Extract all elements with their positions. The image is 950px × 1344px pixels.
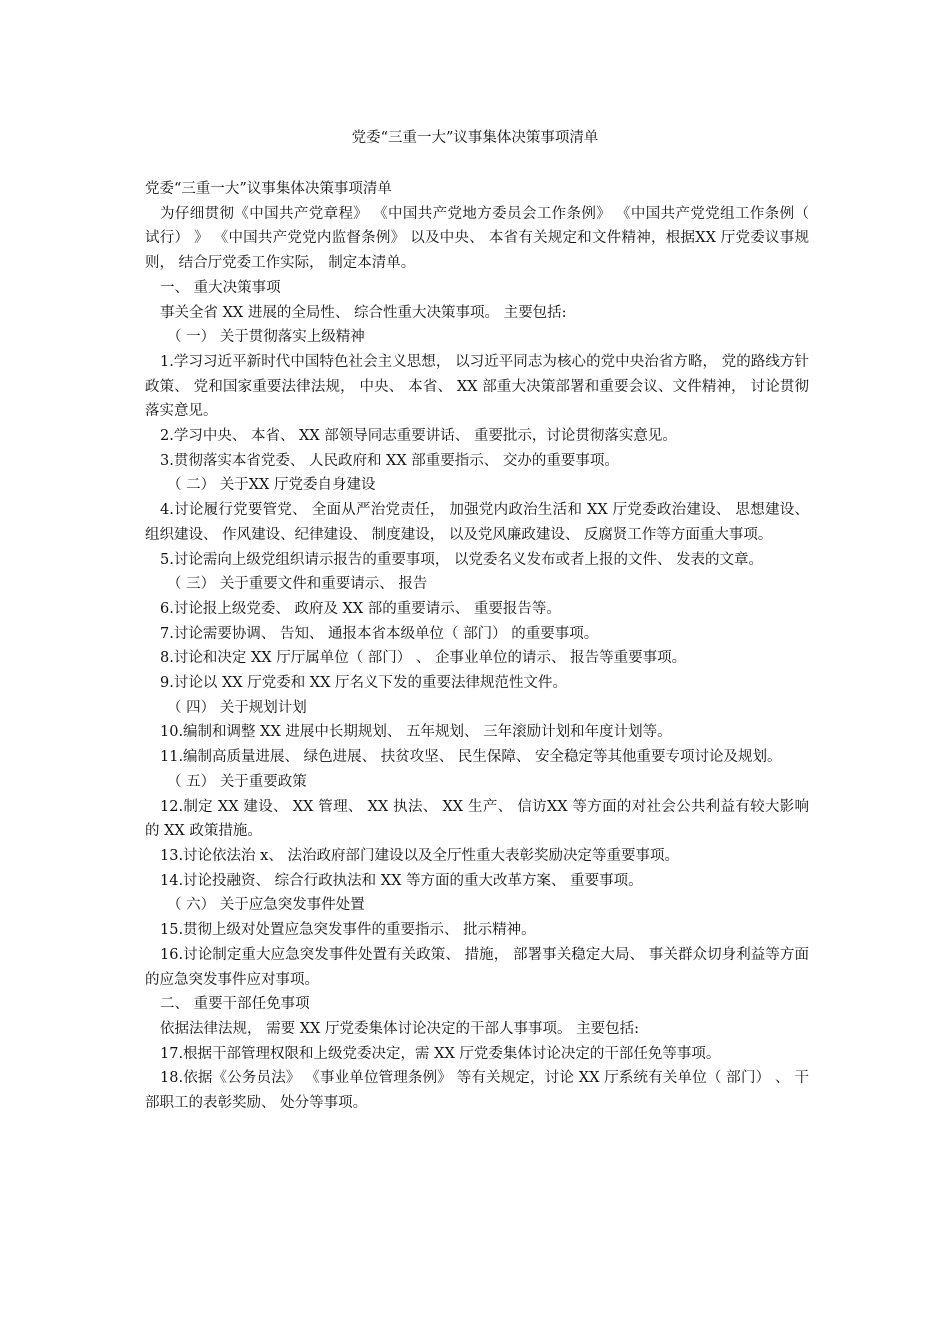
paragraph-heading: 党委“三重一大”议事集体决策事项清单 xyxy=(145,181,392,197)
list-item: 4.讨论履行党要管党、 全面从严治党责任， 加强党内政治生活和 XX 厅党委政治建设、 思想建设、 组织建设、 作风建设、纪律建设、 制度建设， 以及党风廉政建设、 反腐贤工作等方面重大事项。 xyxy=(145,502,809,543)
list-item: 12.制定 XX 建设、 XX 管理、 XX 执法、 XX 生产、 信访XX 等方面的对社会公共利益有较大影响的 XX 政策措施。 xyxy=(145,798,809,840)
section-heading-2: 二、 重要干部任免事项 xyxy=(160,996,310,1013)
subsection-heading: （ 五） 关于重要政策 xyxy=(167,773,307,790)
list-item: 1.学习习近平新时代中国特色社会主义思想， 以习近平同志为核心的党中央治省方略， 党的路线方针政策、 党和国家重要法律法规， 中央、 本省、 XX 部重大决策部署和重要会议、文件精神， 讨论贯彻落实意见。 xyxy=(145,353,809,420)
section-heading-1: 一、 重大决策事项 xyxy=(160,279,281,296)
list-item: 15.贯彻上级对处置应急突发事件的重要指示、 批示精神。 xyxy=(160,922,536,939)
list-item: 5.讨论需向上级党组织请示报告的重要事项， 以党委名义发布或者上报的文件、 发表的文章。 xyxy=(160,551,764,568)
paragraph-intro: 为仔细贯彻《中国共产党章程》 《中国共产党地方委员会工作条例》 《中国共产党党组工作条例（ 试行） 》 《中国共产党党内监督条例》 以及中央、 本省有关规定和文件精神，根据XX 厅党委议事规则， 结合厅党委工作实际， 制定本清单。 xyxy=(145,205,809,272)
document-title: 党委“三重一大”议事集体决策事项清单 xyxy=(351,130,599,146)
list-item: 17.根据干部管理权限和上级党委决定，需 XX 厅党委集体讨论决定的干部任免等事项。 xyxy=(160,1045,721,1062)
list-item: 2.学习中央、 本省、 XX 部领导同志重要讲话、 重要批示，讨论贯彻落实意见。 xyxy=(160,428,677,445)
subsection-heading: （ 六） 关于应急突发事件处置 xyxy=(167,897,365,914)
list-item: 8.讨论和决定 XX 厅厅属单位（ 部门） 、 企事业单位的请示、 报告等重要事项。 xyxy=(160,650,687,667)
list-item: 11.编制高质量进展、 绿色进展、 扶贫攻坚、 民生保障、 安全稳定等其他重要专项讨论及规划。 xyxy=(160,749,782,766)
paragraph: 事关全省 XX 进展的全局性、 综合性重大决策事项。 主要包括: xyxy=(160,304,567,321)
list-item: 18.依据《公务员法》 《事业单位管理条例》 等有关规定，讨论 XX 厅系统有关单位（ 部门） 、 干部职工的表彰奖励、 处分等事项。 xyxy=(145,1070,809,1112)
list-item: 3.贯彻落实本省党委、 人民政府和 XX 部重要指示、 交办的重要事项。 xyxy=(160,452,619,469)
subsection-heading: （ 三） 关于重要文件和重要请示、 报告 xyxy=(167,576,428,593)
paragraph: 依据法律法规， 需要 XX 厅党委集体讨论决定的干部人事事项。 主要包括: xyxy=(160,1020,639,1037)
subsection-heading: （ 二） 关于XX 厅党委自身建设 xyxy=(167,477,376,494)
list-item: 9.讨论以 XX 厅党委和 XX 厅名义下发的重要法律规范性文件。 xyxy=(160,675,568,692)
document-body xyxy=(145,177,809,1116)
list-item: 10.编制和调整 XX 进展中长期规划、 五年规划、 三年滚励计划和年度计划等。 xyxy=(160,724,672,741)
list-item: 6.讨论报上级党委、 政府及 XX 部的重要请示、 重要报告等。 xyxy=(160,600,561,617)
list-item: 14.讨论投融资、 综合行政执法和 XX 等方面的重大改革方案、 重要事项。 xyxy=(160,872,643,889)
subsection-heading: （ 一） 关于贯彻落实上级精神 xyxy=(167,329,365,346)
list-item: 13.讨论依法治 x、 法治政府部门建设以及全厅性重大表彰奖励决定等重要事项。 xyxy=(160,847,679,864)
list-item: 16.讨论制定重大应急突发事件处置有关政策、 措施， 部署事关稳定大局、 事关群众切身利益等方面的应急突发事件应对事项。 xyxy=(145,946,809,988)
subsection-heading: （ 四） 关于规划计划 xyxy=(167,699,307,716)
list-item: 7.讨论需要协调、 告知、 通报本省本级单位（ 部门） 的重要事项。 xyxy=(160,625,599,642)
